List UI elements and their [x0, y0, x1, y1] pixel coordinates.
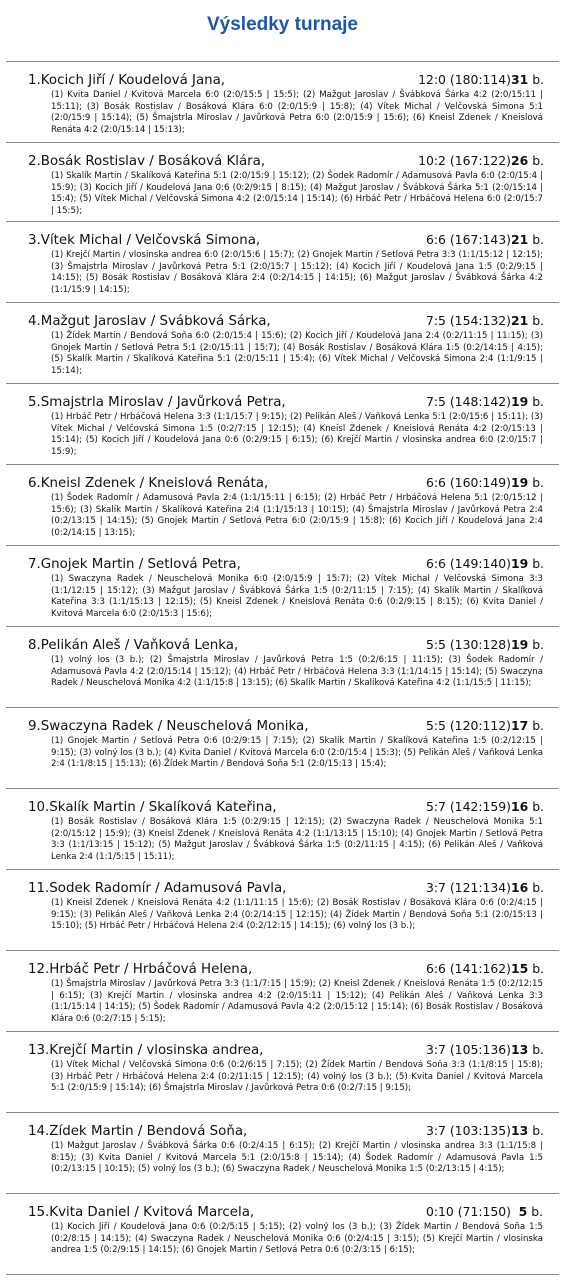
pair-name [28, 962, 420, 977]
standing-entry [6, 627, 559, 708]
match-score: 10:2 (167:122) [418, 153, 511, 168]
points-unit: b. [528, 313, 544, 328]
match-score: 6:6 (160:149) [425, 475, 511, 490]
game-results: (1) volný los (3 b.); (2) Šmajstrla Miroslav / Javůrková Petra 1:5 (0:2/6:15 | 11:15); (3) Šodek Radomír / Adamusová Pavla 4:2 (2:0/15:14 | 15:12); (4) Hrbáč Petr / Hrbáčová Helena 3:3 (1:1/14:15 | 15:14); (5) Swaczyna Radek / Neuschelová Monika 4:2 (1:1/15:8 | 13:15); (6) Skalík Martin / Skalíková Kateřina 4:2 (1:1/15:5 | 11:15); [51, 655, 543, 689]
match-score: 3:7 (121:134) [425, 880, 511, 895]
pair-name [28, 73, 412, 88]
match-score: 5:5 (120:112) [425, 718, 511, 733]
match-score: 5:5 (130:128) [425, 637, 511, 652]
pair-label: Vítek Michal / Velčovská Simona, [40, 233, 261, 248]
points-total [511, 232, 543, 247]
pair-name [28, 233, 420, 248]
rank-number: 3. [28, 233, 41, 248]
standing-entry [6, 465, 559, 546]
points-value: 31 [511, 72, 529, 87]
match-score: 7:5 (148:142) [425, 394, 511, 409]
game-results: (1) Hrbáč Petr / Hrbáčová Helena 3:3 (1:1/15:7 | 9:15); (2) Pelikán Aleš / Vaňková Lenka 5:1 (2:0/15:6 | 15:11); (3) Vítek Michal / Velčovská Simona 1:5 (0:2/7:15 | 12:15); (4) Kneisl Zdenek / Kneislová Renáta 4:2 (2:0/15:13 | 15:14); (5) Kocich Jiří / Koudelová Jana 0:6 (0:2/9:15 | 6:15); (6) Krejčí Martin / vlosinska andrea 6:0 (2:0/15:7 | 15:9); [51, 412, 543, 457]
standing-header [28, 232, 543, 250]
rank-number: 15. [28, 1205, 50, 1220]
pair-name [28, 800, 420, 815]
points-total [511, 718, 543, 733]
points-unit: b. [528, 475, 544, 490]
game-results: (1) Kneisl Zdenek / Kneislová Renáta 4:2 (1:1/11:15 | 15:6); (2) Bosák Rostislav / Bosáková Klára 0:6 (0:2/4:15 | 9:15); (3) Pelikán Aleš / Vaňková Lenka 2:4 (0:2/14:15 | 12:15); (4) Žídek Martin / Bendová Soňa 5:1 (2:0/15:13 | 15:10); (5) Hrbáč Petr / Hrbáčová Helena 2:4 (0:2/12:15 | 14:15); (6) volný los (3 b.); [51, 898, 543, 932]
game-results: (1) Kocich Jiří / Koudelová Jana 0:6 (0:2/5:15 | 5:15); (2) volný los (3 b.); (3) Žídek Martin / Bendová Soňa 1:5 (0:2/8:15 | 14:15); (4) Swaczyna Radek / Neuschelová Monika 0:6 (0:2/4:15 | 3:15); (5) Krejčí Martin / vlosinska andrea 1:5 (0:2/9:15 | 14:15); (6) Gnojek Martin / Setlová Petra 0:6 (0:2/3:15 | 6:15); [51, 1222, 543, 1256]
points-value: 19 [511, 556, 529, 571]
pair-name [28, 1205, 420, 1220]
results-table [6, 61, 559, 1275]
points-total [511, 556, 543, 571]
points-unit: b. [528, 153, 544, 168]
points-total [511, 961, 543, 976]
points-total [511, 394, 543, 409]
standing-header [28, 1123, 543, 1141]
standing-entry [6, 951, 559, 1032]
standing-header [28, 313, 543, 331]
standing-header [28, 961, 543, 979]
points-value: 16 [511, 799, 529, 814]
points-value: 5 [518, 1204, 528, 1219]
standing-header [28, 153, 543, 171]
standing-header [28, 394, 543, 412]
game-results: (1) Mažgut Jaroslav / Švábková Šárka 0:6 (0:2/4:15 | 6:15); (2) Krejčí Martin / vlosinska andrea 3:3 (1:1/15:8 | 8:15); (3) Kvita Daniel / Kvitová Marcela 5:1 (2:0/15:8 | 15:14); (4) Šodek Radomír / Adamusová Pavla 1:5 (0:2/13:15 | 10:15); (5) volný los (3 b.); (6) Swaczyna Radek / Neuschelová Monika 1:5 (0:2/13:15 | 4:15); [51, 1141, 543, 1175]
rank-number: 10. [28, 800, 50, 815]
standing-entry [6, 303, 559, 384]
points-value: 15 [511, 961, 529, 976]
points-value: 21 [511, 313, 529, 328]
standing-entry [6, 708, 559, 789]
pair-name [28, 881, 420, 896]
points-total [511, 799, 543, 814]
pair-label: Kvita Daniel / Kvitová Marcela, [49, 1205, 255, 1220]
game-results: (1) Swaczyna Radek / Neuschelová Monika 6:0 (2:0/15:9 | 15:7); (2) Vítek Michal / Velčovská Simona 3:3 (1:1/12:15 | 15:12); (3) Mažgut Jaroslav / Švábková Šárka 1:5 (0:2/11:15 | 7:15); (4) Skalík Martin / Skalíková Kateřina 3:3 (1:1/15:13 | 12:15); (5) Kneisl Zdenek / Kneislová Renáta 0:6 (0:2/9:15 | 8:15); (6) Kvita Daniel / Kvitová Marcela 6:0 (2:0/15:3 | 15:6); [51, 574, 543, 619]
standing-header [28, 1042, 543, 1060]
match-score: 7:5 (154:132) [425, 313, 511, 328]
points-unit: b. [528, 718, 544, 733]
pair-name [28, 395, 420, 410]
standing-entry [6, 1194, 559, 1275]
game-results: (1) Žídek Martin / Bendová Soňa 6:0 (2:0/15:4 | 15:6); (2) Kocich Jiří / Koudelová Jana 2:4 (0:2/11:15 | 11:15); (3) Gnojek Martin / Setlová Petra 5:1 (2:0/15:11 | 15:7); (4) Bosák Rostislav / Bosáková Klára 1:5 (0:2/14:15 | 4:15); (5) Skalík Martin / Skalíková Kateřina 5:1 (2:0/15:11 | 15:4); (6) Vítek Michal / Velčovská Simona 2:4 (1:1/9:15 | 15:14); [51, 331, 543, 376]
game-results: (1) Kvita Daniel / Kvitová Marcela 6:0 (2:0/15:5 | 15:5); (2) Mažgut Jaroslav / Švábková Šárka 4:2 (2:0/15:11 | 15:11); (3) Bosák Rostislav / Bosáková Klára 6:0 (2:0/15:9 | 15:8); (4) Vítek Michal / Velčovská Simona 5:1 (2:0/15:9 | 15:14); (5) Šmajstrla Miroslav / Javůrková Petra 6:0 (2:0/15:9 | 15:6); (6) Kneisl Zdenek / Kneislová Renáta 4:2 (2:0/15:14 | 15:13); [51, 90, 543, 135]
points-total [511, 313, 543, 328]
standing-header [28, 880, 543, 898]
rank-number: 2. [28, 154, 41, 169]
standing-entry [6, 62, 559, 143]
standing-entry [6, 546, 559, 627]
points-total [511, 72, 543, 87]
match-score: 6:6 (141:162) [425, 961, 511, 976]
standing-entry [6, 789, 559, 870]
points-unit: b. [528, 72, 544, 87]
points-value: 26 [511, 153, 529, 168]
match-score: 0:10 (71:150) [425, 1204, 511, 1219]
pair-label: Skalík Martin / Skalíková Kateřina, [49, 800, 277, 815]
points-unit: b. [528, 880, 544, 895]
rank-number: 11. [28, 881, 50, 896]
points-unit: b. [528, 556, 544, 571]
standing-header [28, 718, 543, 736]
points-value: 21 [511, 232, 529, 247]
pair-name [28, 314, 420, 329]
standing-header [28, 72, 543, 90]
pair-name [28, 557, 420, 572]
standing-entry [6, 222, 559, 303]
standing-entry [6, 143, 559, 222]
points-total [511, 475, 543, 490]
pair-name [28, 154, 412, 169]
rank-number: 5. [28, 395, 41, 410]
match-score: 6:6 (167:143) [425, 232, 511, 247]
page-title: Výsledky turnaje [206, 14, 359, 35]
pair-label: Kocich Jiří / Koudelová Jana, [40, 73, 226, 88]
standing-header [28, 1204, 543, 1222]
pair-label: Swaczyna Radek / Neuschelová Monika, [40, 719, 309, 734]
standing-header [28, 556, 543, 574]
match-score: 3:7 (105:136) [425, 1042, 511, 1057]
pair-label: Krejčí Martin / vlosinska andrea, [49, 1043, 264, 1058]
game-results: (1) Gnojek Martin / Setlová Petra 0:6 (0:2/9:15 | 7:15); (2) Skalík Martin / Skalíková Kateřina 1:5 (0:2/12:15 | 9:15); (3) volný los (3 b.); (4) Kvita Daniel / Kvitová Marcela 6:0 (2:0/15:4 | 15:3); (5) Pelikán Aleš / Vaňková Lenka 2:4 (1:1/8:15 | 15:13); (6) Žídek Martin / Bendová Soňa 5:1 (2:0/15:13 | 15:4); [51, 736, 543, 770]
game-results: (1) Bosák Rostislav / Bosáková Klára 1:5 (0:2/9:15 | 12:15); (2) Swaczyna Radek / Neuschelová Monika 5:1 (2:0/15:12 | 15:9); (3) Kneisl Zdenek / Kneislová Renáta 4:2 (1:1/13:15 | 15:10); (4) Gnojek Martin / Setlová Petra 3:3 (1:1/13:15 | 15:12); (5) Mažgut Jaroslav / Švábková Šárka 1:5 (0:2/11:15 | 4:15); (6) Pelikán Aleš / Vaňková Lenka 2:4 (1:1/5:15 | 15:11); [51, 817, 543, 862]
rank-number: 4. [28, 314, 41, 329]
match-score: 3:7 (103:135) [425, 1123, 511, 1138]
points-unit: b. [528, 799, 544, 814]
pair-name [28, 1124, 420, 1139]
pair-label: Bosák Rostislav / Bosáková Klára, [40, 154, 266, 169]
pair-label: Žídek Martin / Bendová Soňa, [49, 1124, 248, 1139]
pair-label: Šmajstrla Miroslav / Javůrková Petra, [40, 395, 286, 410]
match-score: 5:7 (142:159) [425, 799, 511, 814]
points-total [511, 1123, 543, 1138]
standing-entry [6, 384, 559, 465]
rank-number: 8. [28, 638, 41, 653]
pair-label: Šodek Radomír / Adamusová Pavla, [49, 881, 287, 896]
points-unit: b. [528, 394, 544, 409]
pair-label: Pelikán Aleš / Vaňková Lenka, [40, 638, 239, 653]
points-unit: b. [528, 232, 544, 247]
game-results: (1) Vítek Michal / Velčovská Simona 0:6 (0:2/6:15 | 7:15); (2) Žídek Martin / Bendová Soňa 3:3 (1:1/8:15 | 15:8); (3) Hrbáč Petr / Hrbáčová Helena 2:4 (0:2/11:15 | 12:15); (4) volný los (3 b.); (5) Kvita Daniel / Kvitová Marcela 5:1 (2:0/15:9 | 15:14); (6) Šmajstrla Miroslav / Javůrková Petra 0:6 (0:2/7:15 | 9:15); [51, 1060, 543, 1094]
rank-number: 9. [28, 719, 41, 734]
pair-label: Mažgut Jaroslav / Švábková Šárka, [40, 314, 271, 329]
points-total [511, 1204, 543, 1219]
points-total [511, 637, 543, 652]
standing-header [28, 799, 543, 817]
rank-number: 1. [28, 73, 41, 88]
rank-number: 7. [28, 557, 41, 572]
points-unit: b. [528, 1042, 544, 1057]
points-value: 19 [511, 637, 529, 652]
rank-number: 12. [28, 962, 50, 977]
points-total [511, 153, 543, 168]
pair-label: Gnojek Martin / Setlová Petra, [40, 557, 241, 572]
points-value: 13 [511, 1123, 529, 1138]
match-score: 12:0 (180:114) [418, 72, 511, 87]
points-value: 17 [511, 718, 529, 733]
points-total [511, 1042, 543, 1057]
game-results: (1) Šmajstrla Miroslav / Javůrková Petra 3:3 (1:1/7:15 | 15:9); (2) Kneisl Zdenek / Kneislová Renáta 1:5 (0:2/12:15 | 6:15); (3) Krejčí Martin / vlosinska andrea 4:2 (2:0/15:11 | 15:12); (4) Pelikán Aleš / Vaňková Lenka 3:3 (1:1/15:14 | 14:15); (5) Šodek Radomír / Adamusová Pavla 4:2 (2:0/15:12 | 15:14); (6) Bosák Rostislav / Bosáková Klára 0:6 (0:2/7:15 | 5:15); [51, 979, 543, 1024]
match-score: 6:6 (149:140) [425, 556, 511, 571]
standing-entry [6, 1032, 559, 1113]
points-value: 13 [511, 1042, 529, 1057]
rank-number: 6. [28, 476, 41, 491]
points-value: 19 [511, 475, 529, 490]
pair-name [28, 1043, 420, 1058]
standing-entry [6, 1113, 559, 1194]
pair-label: Hrbáč Petr / Hrbáčová Helena, [49, 962, 253, 977]
pair-name [28, 476, 420, 491]
points-unit: b. [527, 1204, 543, 1219]
game-results: (1) Šodek Radomír / Adamusová Pavla 2:4 (1:1/15:11 | 6:15); (2) Hrbáč Petr / Hrbáčová Helena 5:1 (2:0/15:12 | 15:6); (3) Skalík Martin / Skalíková Kateřina 2:4 (1:1/15:13 | 10:15); (4) Šmajstrla Miroslav / Javůrková Petra 2:4 (0:2/13:15 | 14:15); (5) Gnojek Martin / Setlová Petra 6:0 (2:0/15:9 | 15:8); (6) Kocich Jiří / Koudelová Jana 2:4 (0:2/14:15 | 13:15); [51, 493, 543, 538]
pair-name [28, 638, 420, 653]
pair-label: Kneisl Zdenek / Kneislová Renáta, [40, 476, 269, 491]
points-value: 16 [511, 880, 529, 895]
standing-header [28, 637, 543, 655]
game-results: (1) Krejčí Martin / vlosinska andrea 6:0 (2:0/15:6 | 15:7); (2) Gnojek Martin / Setlová Petra 3:3 (1:1/15:12 | 12:15); (3) Šmajstrla Miroslav / Javůrková Petra 5:1 (2:0/15:7 | 15:12); (4) Kocich Jiří / Koudelová Jana 1:5 (0:2/9:15 | 14:15); (5) Bosák Rostislav / Bosáková Klára 2:4 (0:2/14:15 | 14:15); (6) Mažgut Jaroslav / Švábková Šárka 4:2 (1:1/15:9 | 14:15); [51, 250, 543, 295]
points-value: 19 [511, 394, 529, 409]
standing-header [28, 475, 543, 493]
rank-number: 13. [28, 1043, 50, 1058]
points-total [511, 880, 543, 895]
rank-number: 14. [28, 1124, 50, 1139]
pair-name [28, 719, 420, 734]
standing-entry [6, 870, 559, 951]
points-unit: b. [528, 961, 544, 976]
points-unit: b. [528, 637, 544, 652]
points-unit: b. [528, 1123, 544, 1138]
game-results: (1) Skalík Martin / Skalíková Kateřina 5:1 (2:0/15:9 | 15:12); (2) Šodek Radomír / Adamusová Pavla 6:0 (2:0/15:4 | 15:9); (3) Kocich Jiří / Koudelová Jana 0:6 (0:2/9:15 | 8:15); (4) Mažgut Jaroslav / Švábková Šárka 5:1 (2:0/15:14 | 15:4); (5) Vítek Michal / Velčovská Simona 4:2 (2:0/15:14 | 15:14); (6) Hrbáč Petr / Hrbáčová Helena 6:0 (2:0/15:7 | 15:5); [51, 171, 543, 216]
